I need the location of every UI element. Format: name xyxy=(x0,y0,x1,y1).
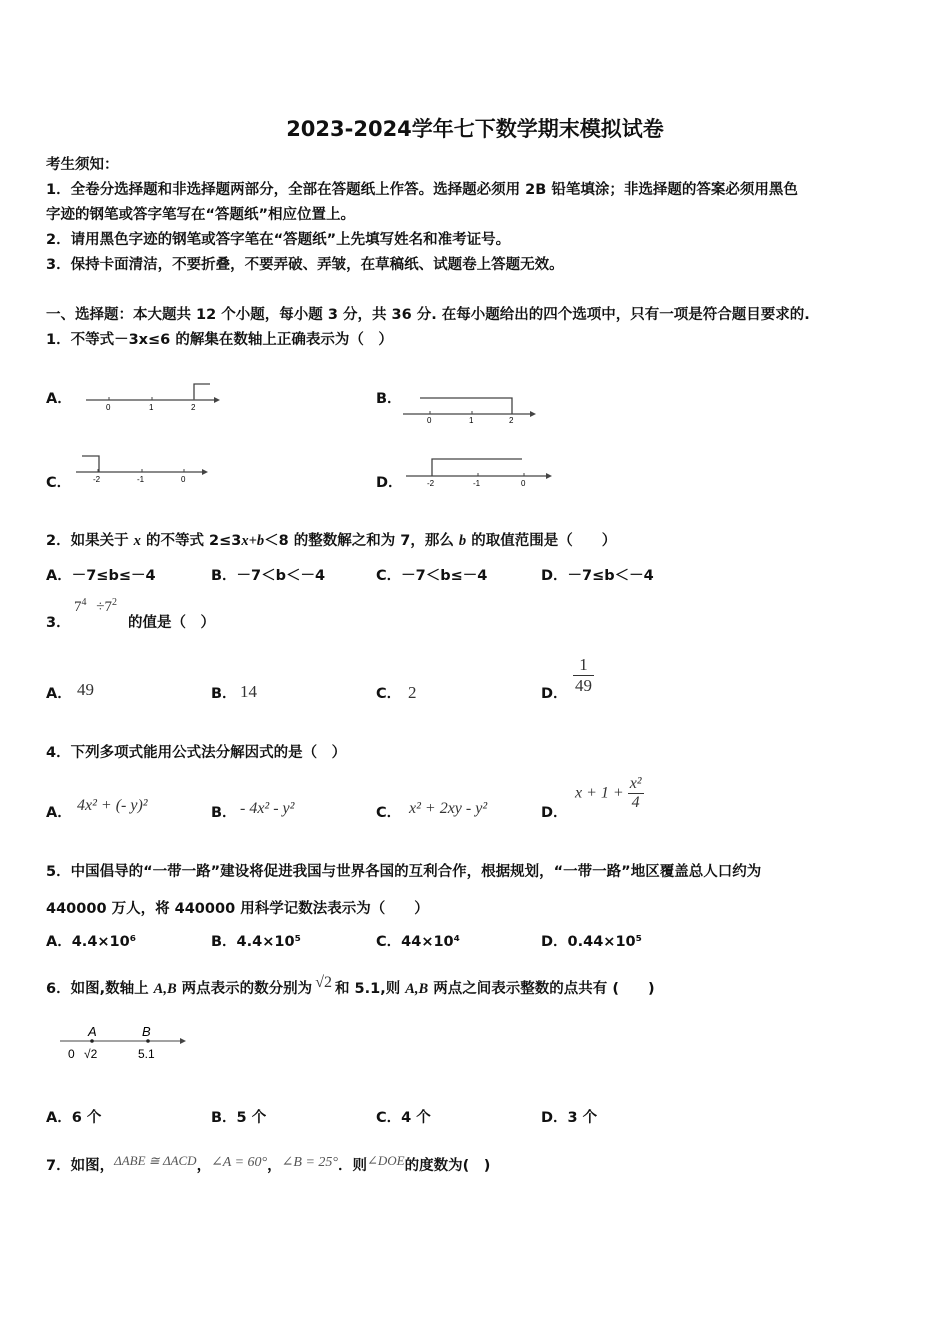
q7-congruence: ΔABE ≅ ΔACD xyxy=(114,1153,197,1168)
q7-sep-3: ．则 xyxy=(337,1158,367,1174)
q5-option-d[interactable]: D．0.44×10⁵ xyxy=(541,934,642,950)
q5-option-c[interactable]: C．44×10⁴ xyxy=(376,934,460,950)
q3-number: 3． xyxy=(46,615,71,631)
tick-label-neg2: -2 xyxy=(93,475,101,484)
q7-sep-1: ， xyxy=(196,1158,212,1174)
axis-arrow xyxy=(546,473,552,479)
q4-option-d-label[interactable]: D． xyxy=(541,805,568,821)
tick-label-2: 2 xyxy=(509,416,514,425)
q2-var-x: x xyxy=(133,533,141,549)
notice-line-1a: 1．全卷分选择题和非选择题两部分，全部在答题纸上作答。选择题必须用 2B 铅笔填涂；非选择题的答案必须用黑色 xyxy=(46,182,798,198)
q6-stem-post: 两点之间表示整数的点共有 ( ) xyxy=(428,981,655,997)
q3-option-d-numerator: 1 xyxy=(573,655,594,676)
q7-angle-a: ∠A = 60° xyxy=(211,1155,268,1170)
q1-option-b-numberline xyxy=(400,392,540,426)
q3-option-b-value: 14 xyxy=(240,682,257,701)
q2-var-xb: x+b xyxy=(241,533,265,549)
q4-option-a-expr: 4x² + (- y)² xyxy=(77,797,148,814)
point-b xyxy=(146,1039,150,1043)
q6-stem-mid2: 和 5.1,则 xyxy=(334,981,406,997)
q6-points-ab: A,B xyxy=(153,981,177,997)
axis-arrow xyxy=(180,1038,186,1044)
q5-stem-line-2: 440000 万人，将 440000 用科学记数法表示为（ ） xyxy=(46,901,429,917)
q2-stem xyxy=(46,529,616,550)
notice-line-1b: 字迹的钢笔或答字笔写在“答题纸”相应位置上。 xyxy=(46,207,356,223)
q4-stem: 4．下列多项式能用公式法分解因式的是（ ） xyxy=(46,745,347,761)
tick-label-neg2: -2 xyxy=(427,479,435,488)
q6-option-a[interactable]: A．6 个 xyxy=(46,1110,102,1126)
q1-option-d-numberline xyxy=(404,454,559,490)
solution-bracket xyxy=(432,459,522,476)
q3-stem-post: 的值是（ ） xyxy=(128,615,215,631)
q5-option-b[interactable]: B．4.4×10⁵ xyxy=(211,934,301,950)
solution-bracket xyxy=(194,384,210,399)
page-title: 2023-2024学年七下数学期末模拟试卷 xyxy=(286,117,664,141)
q3-option-d-label[interactable]: D． xyxy=(541,686,568,702)
q3-option-b-label[interactable]: B． xyxy=(211,686,237,702)
q6-sqrt2: √2 xyxy=(315,974,332,991)
q6-points-ab-2: A,B xyxy=(405,981,429,997)
q1-option-d-label[interactable]: D． xyxy=(376,475,403,491)
solution-bracket xyxy=(420,398,512,414)
q1-option-b-label[interactable]: B． xyxy=(376,391,402,407)
q3-option-d-denominator: 49 xyxy=(575,676,592,695)
q3-exp1: 4 xyxy=(81,597,87,608)
q2-stem-mid1: 的不等式 2≤3 xyxy=(140,533,242,549)
q7-prefix: 7．如图， xyxy=(46,1158,115,1174)
notice-heading: 考生须知： xyxy=(46,157,119,173)
q6-stem-pre: 6．如图,数轴上 xyxy=(46,981,154,997)
axis-arrow xyxy=(530,411,536,417)
q2-stem-mid2: ＜8 的整数解之和为 7，那么 xyxy=(264,533,459,549)
q3-option-d-fraction xyxy=(573,655,594,696)
q2-option-d[interactable]: D．－7≤b＜－4 xyxy=(541,568,654,584)
origin-label: 0 xyxy=(68,1047,75,1061)
q3-divide: ÷ xyxy=(96,599,105,615)
q2-stem-post: 的取值范围是（ ） xyxy=(466,533,617,549)
notice-line-3: 3．保持卡面清洁，不要折叠，不要弄破、弄皱，在草稿纸、试题卷上答题无效。 xyxy=(46,257,564,273)
q6-numberline-figure xyxy=(58,1020,193,1065)
q2-option-a[interactable]: A．－7≤b≤－4 xyxy=(46,568,156,584)
point-a-label: A xyxy=(88,1024,97,1039)
q7-angle-b: ∠B = 25° xyxy=(281,1155,338,1170)
tick-label-0: 0 xyxy=(106,403,111,412)
q4-option-d-numerator: x² xyxy=(629,775,642,792)
tick-label-neg1: -1 xyxy=(473,479,481,488)
q4-option-a-label[interactable]: A． xyxy=(46,805,72,821)
tick-label-0: 0 xyxy=(181,475,186,484)
tick-label-1: 1 xyxy=(149,403,154,412)
q6-option-d[interactable]: D．3 个 xyxy=(541,1110,598,1126)
q3-base2: 7 xyxy=(104,599,112,615)
q6-stem xyxy=(46,974,655,998)
q4-option-c-label[interactable]: C． xyxy=(376,805,402,821)
tick-label-0: 0 xyxy=(427,416,432,425)
q1-option-c-numberline xyxy=(74,452,214,486)
q4-option-c-expr: x² + 2xy - y² xyxy=(409,800,488,817)
sqrt2-label: √2 xyxy=(84,1047,98,1061)
q3-base1: 7 xyxy=(74,599,82,615)
point-b-label: B xyxy=(142,1024,151,1039)
axis-arrow xyxy=(214,397,220,403)
tick-label-2: 2 xyxy=(191,403,196,412)
q2-option-c[interactable]: C．－7＜b≤－4 xyxy=(376,568,488,584)
q7-angle-doe: ∠DOE xyxy=(366,1153,405,1168)
q2-var-b: b xyxy=(458,533,467,549)
q4-option-d-expr xyxy=(575,775,644,812)
q1-option-c-label[interactable]: C． xyxy=(46,475,72,491)
q2-stem-pre: 2．如果关于 xyxy=(46,533,134,549)
q4-option-d-denominator: 4 xyxy=(631,794,640,811)
q6-option-b[interactable]: B．5 个 xyxy=(211,1110,267,1126)
value-5-1-label: 5.1 xyxy=(138,1047,155,1061)
q5-stem-line-1: 5．中国倡导的“一带一路”建设将促进我国与世界各国的互利合作，根据规划，“一带一路”地区覆盖总人口约为 xyxy=(46,864,762,880)
point-a xyxy=(90,1039,94,1043)
q5-option-a[interactable]: A．4.4×10⁶ xyxy=(46,934,137,950)
q6-stem-mid: 两点表示的数分别为 xyxy=(176,981,313,997)
notice-line-2: 2．请用黑色字迹的钢笔或答字笔在“答题纸”上先填写姓名和准考证号。 xyxy=(46,232,511,248)
q6-option-c[interactable]: C．4 个 xyxy=(376,1110,431,1126)
tick-label-1: 1 xyxy=(469,416,474,425)
q7-sep-2: ， xyxy=(267,1158,282,1174)
q3-option-a-label[interactable]: A． xyxy=(46,686,72,702)
q7-stem xyxy=(46,1154,490,1175)
q3-expression xyxy=(74,597,117,616)
q3-option-a-value: 49 xyxy=(77,680,94,699)
section-heading: 一、选择题：本大题共 12 个小题，每小题 3 分，共 36 分. 在每小题给出的四个选项中，只有一项是符合题目要求的. xyxy=(46,307,810,323)
q1-option-a-numberline xyxy=(84,380,224,412)
q2-option-b[interactable]: B．－7＜b＜－4 xyxy=(211,568,326,584)
q4-option-b-label[interactable]: B． xyxy=(211,805,237,821)
q3-option-c-label[interactable]: C． xyxy=(376,686,402,702)
tick-label-0: 0 xyxy=(521,479,526,488)
q4-option-b-expr: - 4x² - y² xyxy=(240,800,295,817)
axis-arrow xyxy=(202,469,208,475)
q1-stem: 1．不等式－3x≤6 的解集在数轴上正确表示为（ ） xyxy=(46,332,393,348)
tick-label-neg1: -1 xyxy=(137,475,145,484)
q3-option-c-value: 2 xyxy=(408,683,417,702)
q1-option-a-label[interactable]: A． xyxy=(46,391,72,407)
q7-suffix: 的度数为( ) xyxy=(404,1158,491,1174)
q4-option-d-left: x + 1 + xyxy=(575,784,624,802)
solution-bracket xyxy=(82,456,99,472)
q3-exp2: 2 xyxy=(111,597,117,608)
